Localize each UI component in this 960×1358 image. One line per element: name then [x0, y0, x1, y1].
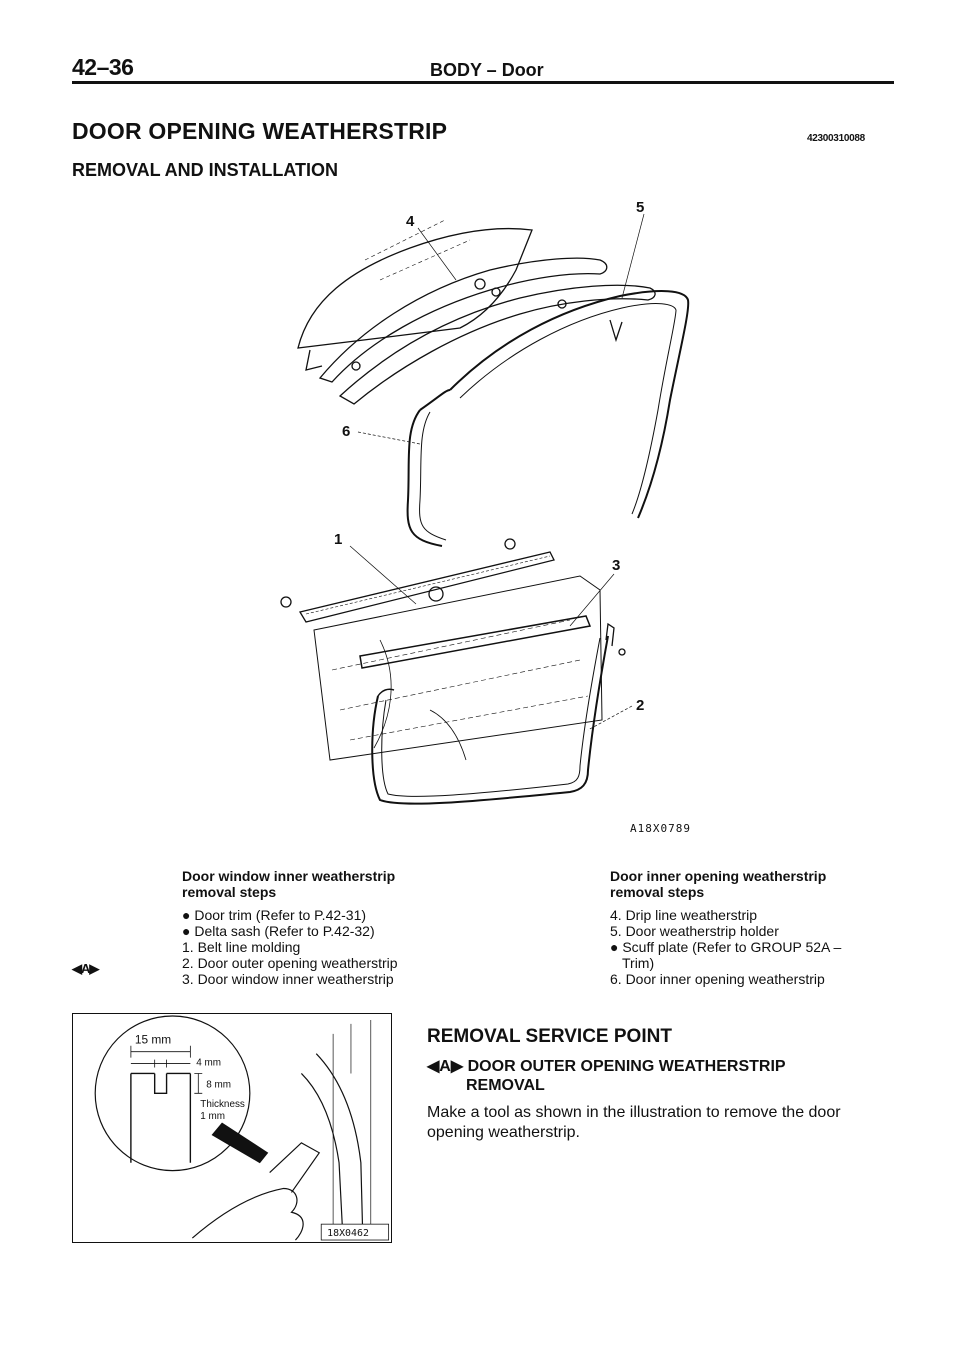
step-item: ● Scuff plate (Refer to GROUP 52A – [610, 939, 842, 955]
steps-title: removal steps [610, 884, 705, 900]
steps-title: removal steps [182, 884, 277, 900]
service-point-subtitle [427, 1057, 786, 1095]
weatherstrip-tool-diagram [72, 1013, 392, 1243]
inner-opening-weatherstrip-steps [610, 868, 910, 987]
step-item: Trim) [622, 955, 655, 971]
page-number: 42–36 [72, 54, 134, 80]
callout-label: 3 [612, 557, 621, 574]
step-item: ● Door trim (Refer to P.42-31) [182, 907, 367, 923]
step-item: 3. Door window inner weatherstrip [182, 971, 394, 987]
header-rule [72, 81, 894, 84]
page-header-title: BODY – Door [430, 60, 544, 80]
service-point-marker: ◀A▶ [72, 961, 99, 976]
tool-thickness-value: 1 mm [200, 1111, 226, 1123]
step-item: 4. Drip line weatherstrip [610, 907, 758, 923]
figure-code: A18X0789 [630, 822, 691, 835]
service-subtitle-line: REMOVAL [466, 1077, 545, 1094]
step-item: ● Delta sash (Refer to P.42-32) [182, 923, 375, 939]
tool-thickness-label: Thickness [200, 1099, 245, 1111]
step-item: 2. Door outer opening weatherstrip [182, 955, 398, 971]
callout-label: 1 [334, 531, 343, 548]
service-body-line: opening weatherstrip. [427, 1124, 580, 1141]
service-subtitle-line: DOOR OUTER OPENING WEATHERSTRIP [467, 1058, 786, 1075]
service-point-marker: ◀A▶ [427, 1058, 464, 1075]
service-point-body [427, 1103, 907, 1143]
tool-figure-code: 18X0462 [327, 1228, 369, 1240]
callout-label: 2 [636, 697, 645, 714]
service-body-line: Make a tool as shown in the illustration to remove the door [427, 1104, 841, 1121]
step-item: 1. Belt line molding [182, 939, 301, 955]
door-weatherstrip-exploded-diagram [270, 200, 730, 840]
window-inner-weatherstrip-steps [182, 868, 482, 987]
tool-dim-width: 15 mm [134, 1032, 172, 1047]
section-code: 42300310088 [807, 133, 865, 144]
callout-label: 6 [342, 423, 351, 440]
tool-dim-depth: 8 mm [206, 1079, 231, 1091]
service-point-title: REMOVAL SERVICE POINT [427, 1026, 672, 1047]
callout-label: 4 [406, 213, 415, 230]
step-item: 5. Door weatherstrip holder [610, 923, 779, 939]
tool-dim-slot: 4 mm [196, 1057, 222, 1069]
section-title: DOOR OPENING WEATHERSTRIP [72, 118, 448, 144]
section-subtitle: REMOVAL AND INSTALLATION [72, 160, 338, 180]
steps-title: Door window inner weatherstrip [182, 868, 396, 884]
steps-title: Door inner opening weatherstrip [610, 868, 827, 884]
callout-label: 5 [636, 200, 645, 216]
step-item: 6. Door inner opening weatherstrip [610, 971, 825, 987]
